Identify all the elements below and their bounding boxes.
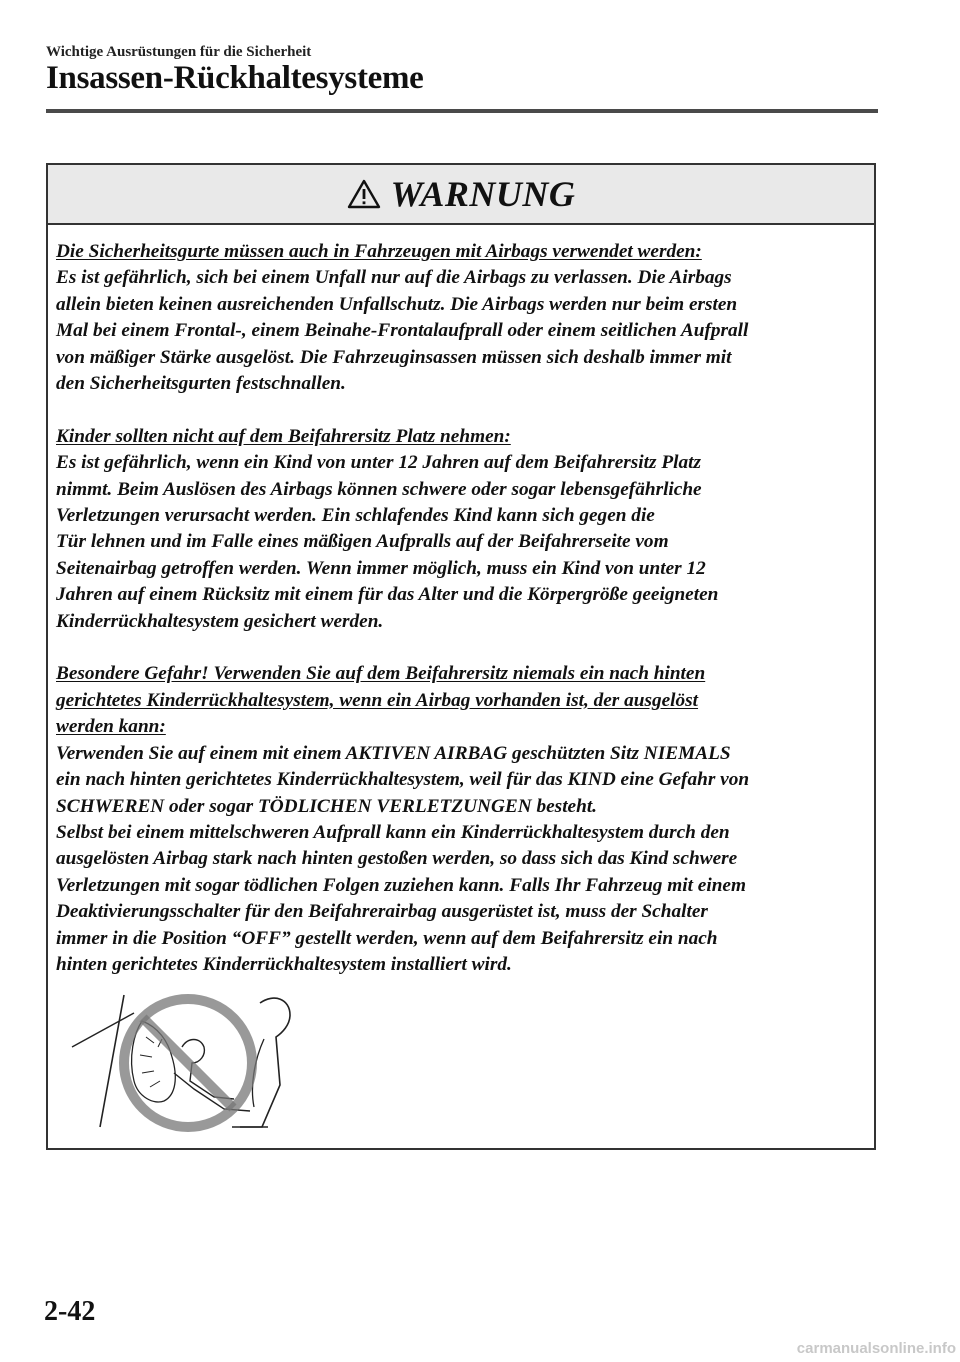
paragraph-text-line: von mäßiger Stärke ausgelöst. Die Fahrzeuginsassen müssen sich deshalb immer mit xyxy=(56,346,732,368)
paragraph-heading-line: Kinder sollten nicht auf dem Beifahrersitz Platz nehmen: xyxy=(56,425,511,447)
paragraph-heading-line: Die Sicherheitsgurte müssen auch in Fahrzeugen mit Airbags verwendet werden: xyxy=(56,241,702,262)
paragraph-text-line: nimmt. Beim Auslösen des Airbags können schwere oder sogar lebensgefährliche xyxy=(56,478,702,500)
section-label: Wichtige Ausrüstungen für die Sicherheit xyxy=(46,44,312,60)
paragraph-text-line: ein nach hinten gerichtetes Kinderrückhaltesystem, weil für das KIND eine Gefahr von xyxy=(56,769,750,791)
paragraph-heading-line: Besondere Gefahr! Verwenden Sie auf dem Beifahrersitz niemals ein nach hinten xyxy=(56,663,706,685)
paragraph-text-line: Selbst bei einem mittelschweren Aufprall kann ein Kinderrückhaltesystem durch den xyxy=(56,821,730,843)
page-number: 2-42 xyxy=(44,1296,96,1327)
warning-triangle-icon xyxy=(347,179,381,209)
page-title: Insassen-Rückhaltesysteme xyxy=(46,60,424,96)
paragraph-text-line: Es ist gefährlich, wenn ein Kind von unter 12 Jahren auf dem Beifahrersitz Platz xyxy=(56,452,701,474)
paragraph-text-line: Verletzungen mit sogar tödlichen Folgen zuziehen kann. Falls Ihr Fahrzeug mit einem xyxy=(56,874,746,896)
prohibited-rear-facing-child-seat-icon xyxy=(64,977,304,1137)
warning-body xyxy=(48,225,874,978)
paragraph-text-line: ausgelösten Airbag stark nach hinten gestoßen werden, so dass sich das Kind schwere xyxy=(56,848,738,870)
paragraph-text-line: Kinderrückhaltesystem gesichert werden. xyxy=(56,610,384,632)
title-rule xyxy=(46,109,878,113)
paragraph-text-line: Es ist gefährlich, sich bei einem Unfall nur auf die Airbags zu verlassen. Die Airbags xyxy=(56,267,732,289)
paragraph-text-line: immer in die Position “OFF” gestellt werden, wenn auf dem Beifahrersitz ein nach xyxy=(56,927,718,949)
paragraph-text-line: Deaktivierungsschalter für den Beifahrerairbag ausgerüstet ist, muss der Schalter xyxy=(56,901,708,923)
paragraph-heading-line: werden kann: xyxy=(56,716,166,738)
warning-header xyxy=(48,165,874,225)
paragraph-text-line: Verwenden Sie auf einem mit einem AKTIVEN AIRBAG geschützten Sitz NIEMALS xyxy=(56,742,731,764)
watermark: carmanualsonline.info xyxy=(796,1340,956,1357)
paragraph-heading-line: gerichtetes Kinderrückhaltesystem, wenn ein Airbag vorhanden ist, der ausgelöst xyxy=(56,689,699,711)
paragraph-text-line: SCHWEREN oder sogar TÖDLICHEN VERLETZUNGEN besteht. xyxy=(56,795,598,817)
paragraph-text-line: den Sicherheitsgurten festschnallen. xyxy=(56,373,346,395)
warning-paragraph xyxy=(56,239,862,397)
paragraph-text-line: allein bieten keinen ausreichenden Unfallschutz. Die Airbags werden nur beim ersten xyxy=(56,293,738,315)
paragraph-text-line: Mal bei einem Frontal-, einem Beinahe-Frontalaufprall oder einem seitlichen Aufprall xyxy=(56,320,749,342)
paragraph-text-line: Tür lehnen und im Falle eines mäßigen Aufpralls auf der Beifahrerseite vom xyxy=(56,531,669,553)
paragraph-text-line: hinten gerichtetes Kinderrückhaltesystem installiert wird. xyxy=(56,953,512,975)
paragraph-text-line: Verletzungen verursacht werden. Ein schlafendes Kind kann sich gegen die xyxy=(56,505,655,527)
warning-paragraph xyxy=(56,424,862,635)
paragraph-text-line: Seitenairbag getroffen werden. Wenn immer möglich, muss ein Kind von unter 12 xyxy=(56,557,706,579)
warning-title: WARNUNG xyxy=(390,174,576,214)
paragraph-text-line: Jahren auf einem Rücksitz mit einem für das Alter und die Körpergröße geeigneten xyxy=(56,584,719,606)
warning-paragraph xyxy=(56,661,862,978)
